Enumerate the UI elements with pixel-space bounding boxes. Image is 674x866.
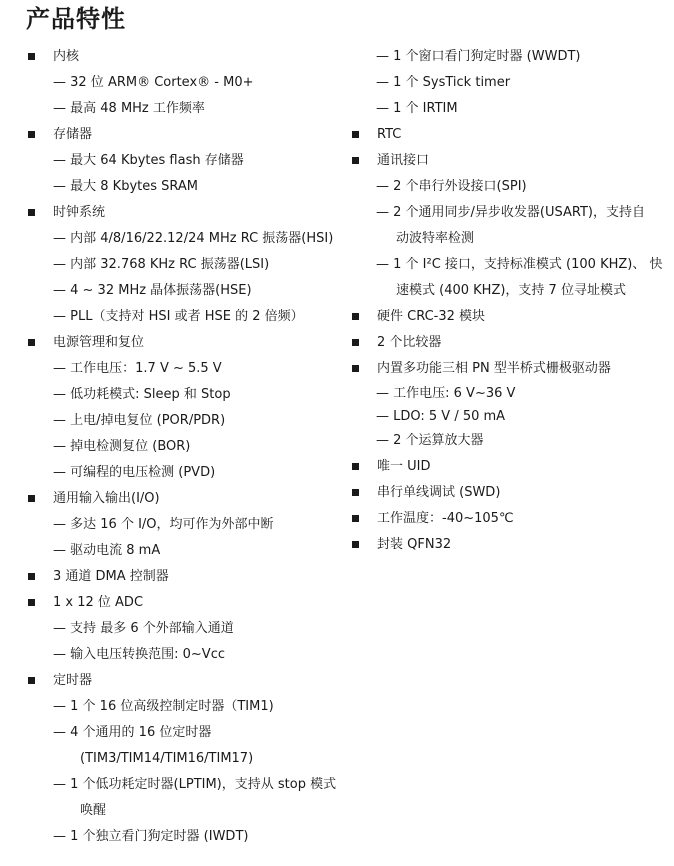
feature-text: 通用输入输出(I/O) bbox=[53, 491, 160, 506]
feature-item bbox=[0, 122, 340, 148]
feature-subitem bbox=[350, 96, 674, 122]
square-bullet-icon bbox=[28, 599, 35, 606]
square-bullet-icon bbox=[28, 677, 35, 684]
feature-subitem bbox=[0, 174, 340, 200]
feature-subitem bbox=[350, 70, 674, 96]
feature-text: 电源管理和复位 bbox=[53, 335, 145, 350]
square-bullet-icon bbox=[352, 313, 359, 320]
feature-subitem bbox=[0, 252, 340, 278]
feature-text: 唤醒 bbox=[80, 803, 107, 818]
feature-subitem bbox=[0, 642, 340, 668]
feature-subitem bbox=[350, 252, 674, 278]
feature-item bbox=[0, 668, 340, 694]
feature-text: 3 通道 DMA 控制器 bbox=[53, 569, 169, 584]
feature-subitem bbox=[350, 200, 674, 226]
feature-text: — 掉电检测复位 (BOR) bbox=[53, 439, 191, 454]
square-bullet-icon bbox=[28, 495, 35, 502]
feature-subitem bbox=[350, 382, 674, 405]
square-bullet-icon bbox=[28, 209, 35, 216]
feature-subitem bbox=[0, 304, 340, 330]
feature-text: — 最大 64 Kbytes flash 存储器 bbox=[53, 153, 244, 168]
feature-subitem bbox=[0, 538, 340, 564]
feature-text: — 2 个运算放大器 bbox=[376, 433, 484, 448]
feature-subitem bbox=[0, 382, 340, 408]
feature-item bbox=[0, 564, 340, 590]
feature-text: — 可编程的电压检测 (PVD) bbox=[53, 465, 216, 480]
feature-text: — 内部 32.768 KHz RC 振荡器(LSI) bbox=[53, 257, 270, 272]
feature-text: — 2 个通用同步/异步收发器(USART)，支持自 bbox=[376, 205, 645, 220]
feature-text: — 2 个串行外设接口(SPI) bbox=[376, 179, 527, 194]
feature-text: 1 x 12 位 ADC bbox=[53, 595, 144, 610]
square-bullet-icon bbox=[352, 365, 359, 372]
feature-text: 通讯接口 bbox=[377, 153, 430, 168]
feature-text: 速模式 (400 KHZ)，支持 7 位寻址模式 bbox=[396, 283, 626, 298]
square-bullet-icon bbox=[28, 53, 35, 60]
feature-item bbox=[350, 454, 674, 480]
feature-item bbox=[0, 590, 340, 616]
feature-item bbox=[350, 304, 674, 330]
feature-text: 内核 bbox=[53, 49, 80, 64]
feature-text: 2 个比较器 bbox=[377, 335, 442, 350]
feature-text: — 工作电压：1.7 V ~ 5.5 V bbox=[53, 361, 222, 376]
feature-text: — 1 个 16 位高级控制定时器（TIM1) bbox=[53, 699, 274, 714]
feature-text: — 低功耗模式: Sleep 和 Stop bbox=[53, 387, 231, 402]
feature-text: — 最高 48 MHz 工作频率 bbox=[53, 101, 205, 116]
feature-item bbox=[0, 200, 340, 226]
feature-subitem bbox=[0, 148, 340, 174]
feature-item bbox=[350, 330, 674, 356]
square-bullet-icon bbox=[352, 541, 359, 548]
feature-item bbox=[350, 506, 674, 532]
feature-subitem bbox=[350, 428, 674, 454]
feature-text: — 1 个 IRTIM bbox=[376, 101, 458, 116]
feature-item bbox=[350, 532, 674, 558]
feature-subitem bbox=[350, 405, 674, 428]
feature-item bbox=[350, 480, 674, 506]
features-left-column bbox=[0, 44, 340, 850]
feature-text: — 4 ~ 32 MHz 晶体振荡器(HSE) bbox=[53, 283, 252, 298]
features-right-column bbox=[350, 44, 674, 558]
feature-text: — 驱动电流 8 mA bbox=[53, 543, 161, 558]
square-bullet-icon bbox=[28, 131, 35, 138]
feature-subitem bbox=[0, 278, 340, 304]
feature-subitem bbox=[0, 356, 340, 382]
feature-text: 工作温度：-40~105℃ bbox=[377, 511, 514, 526]
feature-text: — 1 个低功耗定时器(LPTIM)，支持从 stop 模式 bbox=[53, 777, 337, 792]
feature-text: 串行单线调试 (SWD) bbox=[377, 485, 501, 500]
square-bullet-icon bbox=[352, 131, 359, 138]
feature-text: — 上电/掉电复位 (POR/PDR) bbox=[53, 413, 226, 428]
feature-subitem bbox=[0, 226, 340, 252]
feature-text: — 输入电压转换范围: 0~Vcc bbox=[53, 647, 225, 662]
feature-item bbox=[0, 330, 340, 356]
feature-subitem bbox=[0, 70, 340, 96]
square-bullet-icon bbox=[28, 339, 35, 346]
feature-text: 唯一 UID bbox=[377, 459, 431, 474]
feature-subitem bbox=[350, 226, 674, 252]
feature-text: — 4 个通用的 16 位定时器 bbox=[53, 725, 212, 740]
feature-subitem bbox=[0, 616, 340, 642]
square-bullet-icon bbox=[352, 489, 359, 496]
feature-text: — 工作电压: 6 V~36 V bbox=[376, 386, 516, 401]
feature-text: — 1 个 SysTick timer bbox=[376, 75, 511, 90]
feature-item bbox=[350, 122, 674, 148]
feature-text: — 1 个窗口看门狗定时器 (WWDT) bbox=[376, 49, 581, 64]
square-bullet-icon bbox=[352, 463, 359, 470]
feature-text: — 32 位 ARM® Cortex® - M0+ bbox=[53, 75, 254, 90]
square-bullet-icon bbox=[352, 339, 359, 346]
feature-subitem bbox=[350, 44, 674, 70]
feature-item bbox=[0, 486, 340, 512]
feature-subitem bbox=[0, 720, 340, 746]
feature-subitem bbox=[0, 694, 340, 720]
feature-subitem bbox=[0, 824, 340, 850]
feature-text: — 多达 16 个 I/O，均可作为外部中断 bbox=[53, 517, 274, 532]
feature-subitem bbox=[0, 434, 340, 460]
feature-subitem bbox=[0, 746, 340, 772]
feature-subitem bbox=[0, 798, 340, 824]
feature-text: — 最大 8 Kbytes SRAM bbox=[53, 179, 199, 194]
feature-text: — PLL（支持对 HSI 或者 HSE 的 2 倍频） bbox=[53, 309, 304, 324]
feature-text: — 支持 最多 6 个外部输入通道 bbox=[53, 621, 234, 636]
feature-text: — 1 个独立看门狗定时器 (IWDT) bbox=[53, 829, 249, 844]
feature-item bbox=[350, 356, 674, 382]
feature-text: 存储器 bbox=[53, 127, 93, 142]
feature-text: 时钟系统 bbox=[53, 205, 106, 220]
feature-text: — 1 个 I²C 接口，支持标准模式 (100 KHZ)、 快 bbox=[376, 257, 663, 272]
square-bullet-icon bbox=[352, 157, 359, 164]
feature-subitem bbox=[0, 772, 340, 798]
feature-text: RTC bbox=[377, 127, 402, 142]
feature-text: 封装 QFN32 bbox=[377, 537, 452, 552]
page-title: 产品特性 bbox=[26, 5, 126, 33]
feature-subitem bbox=[0, 408, 340, 434]
feature-subitem bbox=[0, 96, 340, 122]
feature-text: 内置多功能三相 PN 型半桥式栅极驱动器 bbox=[377, 361, 611, 376]
feature-subitem bbox=[350, 174, 674, 200]
feature-text: — LDO: 5 V / 50 mA bbox=[376, 409, 506, 424]
feature-text: (TIM3/TIM14/TIM16/TIM17) bbox=[80, 751, 254, 766]
feature-subitem bbox=[0, 512, 340, 538]
feature-item bbox=[350, 148, 674, 174]
feature-item bbox=[0, 44, 340, 70]
square-bullet-icon bbox=[28, 573, 35, 580]
feature-text: 动波特率检测 bbox=[396, 231, 475, 246]
feature-subitem bbox=[0, 460, 340, 486]
feature-subitem bbox=[350, 278, 674, 304]
square-bullet-icon bbox=[352, 515, 359, 522]
feature-text: 定时器 bbox=[53, 673, 93, 688]
feature-text: — 内部 4/8/16/22.12/24 MHz RC 振荡器(HSI) bbox=[53, 231, 334, 246]
feature-text: 硬件 CRC-32 模块 bbox=[377, 309, 486, 324]
